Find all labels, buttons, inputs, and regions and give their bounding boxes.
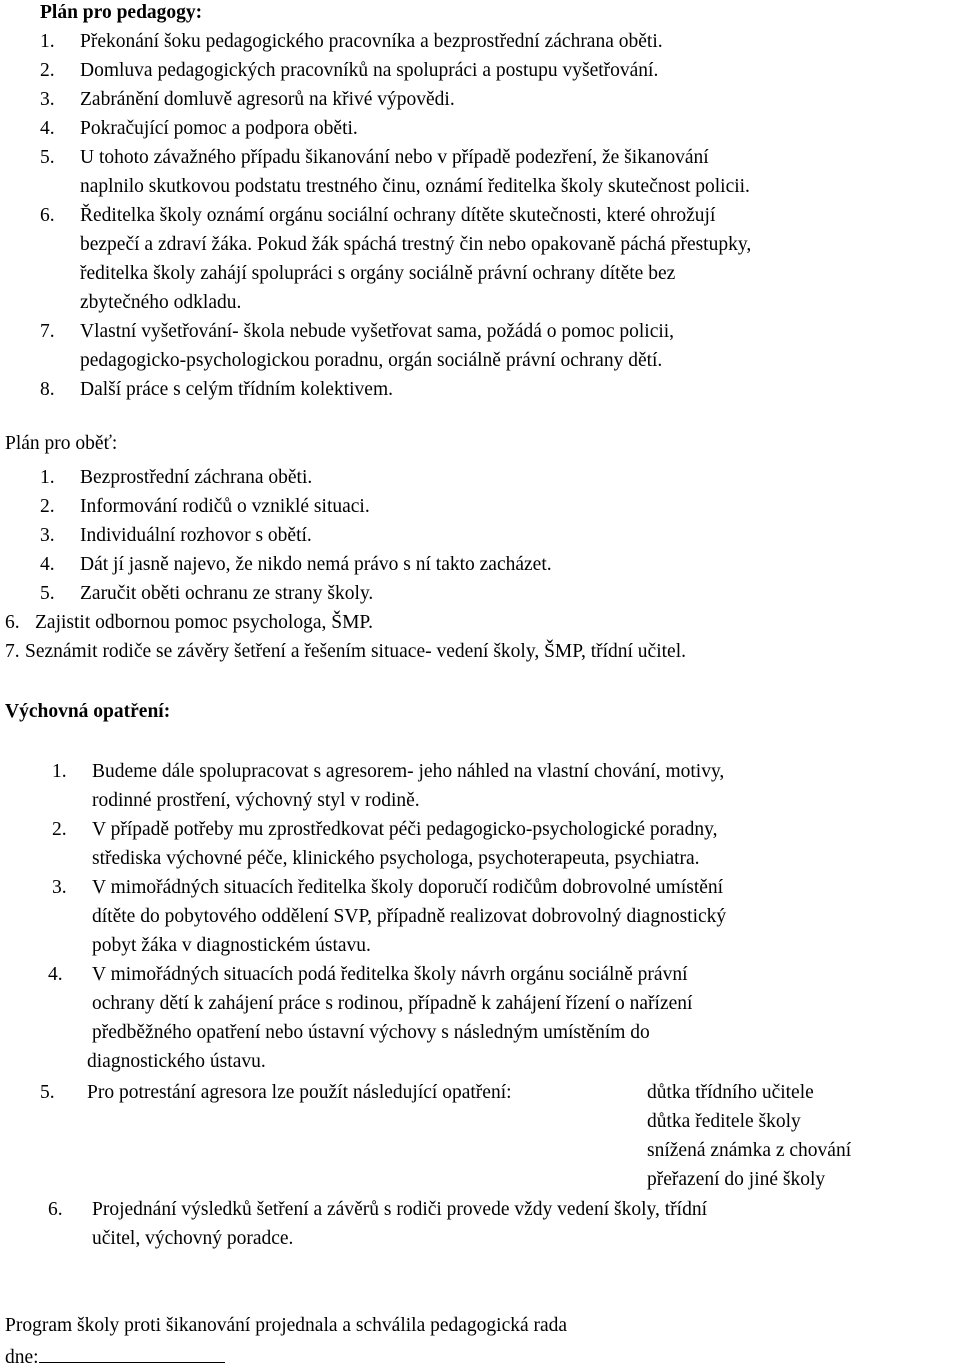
item-text: V případě potřeby mu zprostředkovat péči pedagogicko-psychologické poradny, střediska výchovné péče, klinického psychologa, psychoterapeuta, psychiatra.	[92, 819, 718, 869]
item-number: 7.	[5, 641, 20, 662]
item-text: V mimořádných situacích ředitelka školy doporučí rodičům dobrovolné umístění dítěte do pobytového oddělení SVP, případně realizovat dobrovolný diagnostický pobyt žáka v diagnostickém ústavu.	[92, 877, 727, 956]
approval-statement: Program školy proti šikanování projednala a schválila pedagogická rada	[5, 1315, 568, 1336]
heading-victim-plan: Plán pro oběť:	[5, 433, 118, 454]
item-text: Ředitelka školy oznámí orgánu sociální ochrany dítěte skutečnosti, které ohrožují bezpečí a zdraví žáka. Pokud žák spáchá trestný čin nebo opakovaně páchá přestupky, ředitelka školy zahájí spolupráci s orgány sociálně právní ochrany dítěte bez zbytečného odkladu.	[80, 205, 752, 313]
item-number: 6.	[5, 612, 20, 633]
item-number: 1.	[52, 761, 67, 782]
item-text: Informování rodičů o vzniklé situaci.	[80, 496, 370, 517]
item-number: 5.	[40, 583, 55, 604]
item-number: 7.	[40, 321, 55, 342]
item-number: 2.	[40, 496, 55, 517]
item-text: Individuální rozhovor s obětí.	[80, 525, 312, 546]
item-text: Vlastní vyšetřování- škola nebude vyšetřovat sama, požádá o pomoc policii, pedagogicko-psychologickou poradnu, orgán sociálně právní ochrany dětí.	[80, 321, 675, 371]
item-number: 4.	[48, 964, 63, 985]
item-number: 5.	[40, 147, 55, 168]
item-number: 6.	[40, 205, 55, 226]
date-blank-field	[39, 1342, 225, 1363]
item-text: Bezprostřední záchrana oběti.	[80, 467, 313, 488]
item-number: 3.	[52, 877, 67, 898]
item-text: Zabránění domluvě agresorů na křivé výpovědi.	[80, 89, 455, 110]
item-text: Pro potrestání agresora lze použít následující opatření:	[87, 1082, 512, 1103]
item-number: 8.	[40, 379, 55, 400]
item-text: Zajistit odbornou pomoc psychologa, ŠMP.	[35, 612, 373, 633]
item-number: 2.	[40, 60, 55, 81]
item-text: Projednání výsledků šetření a závěrů s rodiči provede vždy vedení školy, třídní učitel, výchovný poradce.	[92, 1199, 707, 1249]
item-number: 4.	[40, 118, 55, 139]
date-label: dne:	[5, 1347, 39, 1368]
item-number: 6.	[48, 1199, 63, 1220]
item-text: V mimořádných situacích podá ředitelka školy návrh orgánu sociálně právní ochrany dětí k zahájení práce s rodinou, případně k zahájení řízení o nařízení předběžného opatření nebo ústavní výchovy s následným umístěním do diagnostického ústavu.	[87, 964, 693, 1072]
item-number: 4.	[40, 554, 55, 575]
item-text: Pokračující pomoc a podpora oběti.	[80, 118, 358, 139]
item-text: Další práce s celým třídním kolektivem.	[80, 379, 393, 400]
item-number: 3.	[40, 525, 55, 546]
date-line	[5, 1342, 225, 1369]
heading-educational-measures: Výchovná opatření:	[5, 701, 171, 722]
item-text: Dát jí jasně najevo, že nikdo nemá právo s ní takto zacházet.	[80, 554, 552, 575]
item-number: 1.	[40, 467, 55, 488]
heading-teachers-plan: Plán pro pedagogy:	[40, 2, 203, 23]
item-text: U tohoto závažného případu šikanování nebo v případě podezření, že šikanování naplnilo skutkovou podstatu trestného činu, oznámí ředitelka školy skutečnost policii.	[80, 147, 750, 197]
item-number: 1.	[40, 31, 55, 52]
item-text: Seznámit rodiče se závěry šetření a řešením situace- vedení školy, ŠMP, třídní učitel.	[25, 641, 687, 662]
item-text: Domluva pedagogických pracovníků na spolupráci a postupu vyšetřování.	[80, 60, 659, 81]
item-text: Budeme dále spolupracovat s agresorem- jeho náhled na vlastní chování, motivy, rodinné prostření, výchovný styl v rodině.	[92, 761, 725, 811]
item-text: Zaručit oběti ochranu ze strany školy.	[80, 583, 374, 604]
item-number: 2.	[52, 819, 67, 840]
item-text: Překonání šoku pedagogického pracovníka a bezprostřední záchrana oběti.	[80, 31, 663, 52]
item-number: 5.	[40, 1082, 55, 1103]
item-number: 3.	[40, 89, 55, 110]
punishment-options: důtka třídního učitele důtka ředitele školy snížená známka z chování přeřazení do jiné školy	[647, 1082, 852, 1190]
